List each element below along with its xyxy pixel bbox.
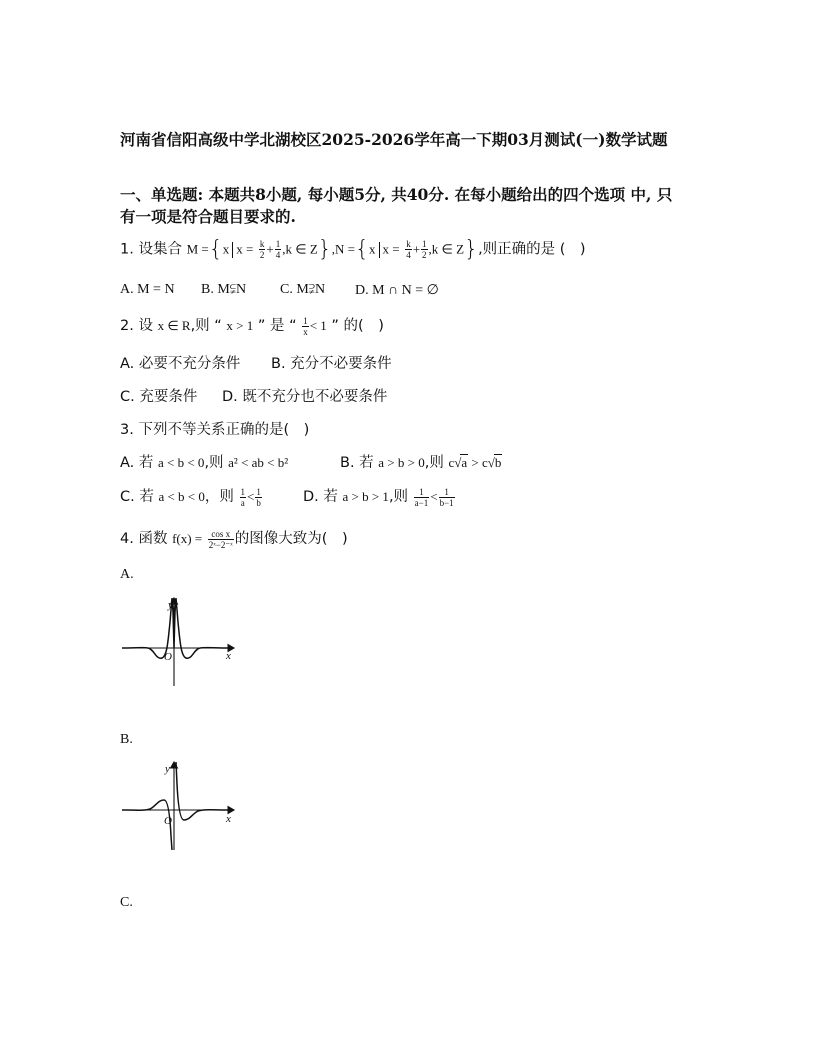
left-brace-icon: { bbox=[208, 237, 223, 262]
q1-n-cond: x = bbox=[382, 241, 400, 257]
q3-b-gt: > c bbox=[468, 455, 488, 470]
q3-b-sqrt-b: b bbox=[494, 455, 502, 470]
right-brace-icon: } bbox=[317, 237, 332, 262]
q4-prefix: 4. 函数 bbox=[120, 531, 168, 547]
left-brace-icon: { bbox=[355, 237, 369, 262]
q3-a-prefix: A. 若 bbox=[120, 455, 154, 471]
q3-c-cond: a < b < 0 bbox=[158, 489, 205, 504]
q1-m-frac1: $\frac{k}{2}$ bbox=[259, 239, 265, 260]
section-instruction-line2: 有一项是符合题目要求的. bbox=[120, 207, 296, 226]
q4-suffix: 的图像大致为( ) bbox=[234, 531, 348, 547]
q1-m-frac2: $\frac{1}{4}$ bbox=[275, 239, 281, 260]
q2-option-b[interactable]: B. 充分不必要条件 bbox=[271, 356, 392, 372]
question-3: 3. 下列不等关系正确的是( ) bbox=[120, 422, 310, 438]
question-4 bbox=[120, 527, 348, 550]
origin-label: O bbox=[164, 815, 172, 827]
q4-graph-b[interactable] bbox=[118, 756, 243, 856]
question-1 bbox=[120, 237, 586, 262]
q3-c-frac1: $\frac{1}{a}$ bbox=[240, 486, 245, 508]
q3-option-b[interactable] bbox=[340, 451, 502, 472]
right-brace-icon: } bbox=[464, 237, 479, 262]
q3-c-then: ，则 bbox=[204, 489, 234, 505]
q3-option-a[interactable] bbox=[120, 451, 288, 472]
q3-d-prefix: D. 若 bbox=[303, 489, 338, 505]
q3-d-frac2: $\frac{1}{b-1}$ bbox=[439, 486, 454, 508]
q3-d-frac1: $\frac{1}{a-1}$ bbox=[414, 486, 429, 508]
q3-d-cond: a > b > 1 bbox=[342, 489, 389, 504]
curve-right bbox=[176, 762, 230, 820]
q2-mid2: ” 是 “ bbox=[257, 318, 297, 334]
plus-sign: + bbox=[266, 241, 274, 257]
page-title: 河南省信阳高级中学北湖校区2025-2026学年高一下期03月测试(一)数学试题 bbox=[120, 130, 668, 149]
q3-d-lt: < bbox=[430, 489, 438, 504]
question-2 bbox=[120, 314, 384, 337]
q4-option-c-label[interactable]: C. bbox=[120, 895, 133, 910]
q4-option-a-label[interactable]: A. bbox=[120, 567, 134, 582]
q1-n-var: x bbox=[369, 241, 376, 257]
curve bbox=[122, 598, 230, 658]
q2-option-d[interactable]: D. 既不充分也不必要条件 bbox=[222, 389, 388, 405]
set-bar-icon bbox=[232, 242, 233, 258]
q1-prefix: 1. 设集合 bbox=[120, 241, 182, 258]
q1-option-b[interactable]: B. M⫋N bbox=[201, 282, 247, 297]
q3-option-d[interactable] bbox=[303, 485, 456, 508]
q2-option-a[interactable]: A. 必要不充分条件 bbox=[120, 356, 241, 372]
q1-set-m-label: M = bbox=[186, 241, 209, 257]
q2-p: x > 1 bbox=[226, 318, 254, 333]
q4-frac: $\frac{\text{cos x}}{\text{2ˣ−2⁻ˣ}}$ bbox=[208, 528, 233, 550]
q1-n-tail: ,k ∈ Z bbox=[428, 241, 465, 257]
q2-cond: x ∈ R bbox=[157, 318, 191, 333]
sqrt-icon: √ bbox=[487, 455, 495, 470]
q1-set-n-label: ,N = bbox=[331, 241, 355, 257]
q2-q-tail: < 1 bbox=[309, 318, 327, 333]
q3-c-frac2: $\frac{1}{b}$ bbox=[256, 486, 261, 508]
q3-b-then: ,则 bbox=[424, 455, 444, 471]
q2-prefix: 2. 设 bbox=[120, 318, 153, 334]
q3-d-then: ,则 bbox=[388, 489, 409, 505]
q1-n-frac1: $\frac{k}{4}$ bbox=[406, 239, 411, 260]
q4-option-b-label[interactable]: B. bbox=[120, 732, 133, 747]
x-axis-label: x bbox=[226, 813, 231, 825]
q3-b-sqrt-a: a bbox=[461, 455, 468, 470]
q2-mid1: ,则 “ bbox=[190, 318, 222, 334]
q2-option-c[interactable]: C. 充要条件 bbox=[120, 389, 198, 405]
q1-option-a[interactable]: A. M = N bbox=[120, 282, 175, 297]
q3-a-cond: a < b < 0 bbox=[158, 455, 205, 470]
q3-a-result: a² < ab < b² bbox=[228, 455, 289, 470]
set-bar-icon bbox=[379, 242, 380, 258]
q3-c-lt: < bbox=[247, 489, 255, 504]
q2-frac: $\frac{1}{x}$ bbox=[303, 315, 308, 337]
q4-graph-a[interactable] bbox=[118, 592, 243, 692]
q3-c-prefix: C. 若 bbox=[120, 489, 154, 505]
q2-suffix: ” 的( ) bbox=[331, 318, 384, 334]
origin-label: O bbox=[164, 651, 172, 663]
q3-b-cond: a > b > 0 bbox=[378, 455, 425, 470]
q1-m-tail: ,k ∈ Z bbox=[282, 241, 318, 257]
q1-m-cond: x = bbox=[236, 241, 254, 257]
q1-option-c[interactable]: C. M⫌N bbox=[280, 282, 326, 297]
q1-suffix: ,则正确的是 ( ) bbox=[478, 241, 586, 258]
plus-sign: + bbox=[412, 241, 421, 257]
y-axis-label: y bbox=[165, 763, 170, 775]
q3-option-c[interactable] bbox=[120, 485, 263, 508]
q1-n-frac2: $\frac{1}{2}$ bbox=[422, 239, 427, 260]
q1-m-var: x bbox=[222, 241, 230, 257]
sqrt-icon: √ bbox=[454, 455, 462, 470]
q3-b-prefix: B. 若 bbox=[340, 455, 374, 471]
q1-option-d[interactable]: D. M ∩ N = ∅ bbox=[355, 283, 439, 298]
section-instruction-line1: 一、单选题: 本题共8小题, 每小题5分, 共40分. 在每小题给出的四个选项 中, 只 bbox=[120, 185, 673, 204]
q3-a-then: ,则 bbox=[204, 455, 224, 471]
x-axis-label: x bbox=[226, 650, 231, 662]
q3-b-c: c bbox=[448, 455, 455, 470]
q4-fx: f(x) = bbox=[172, 531, 203, 546]
y-axis-label: y bbox=[168, 599, 173, 611]
